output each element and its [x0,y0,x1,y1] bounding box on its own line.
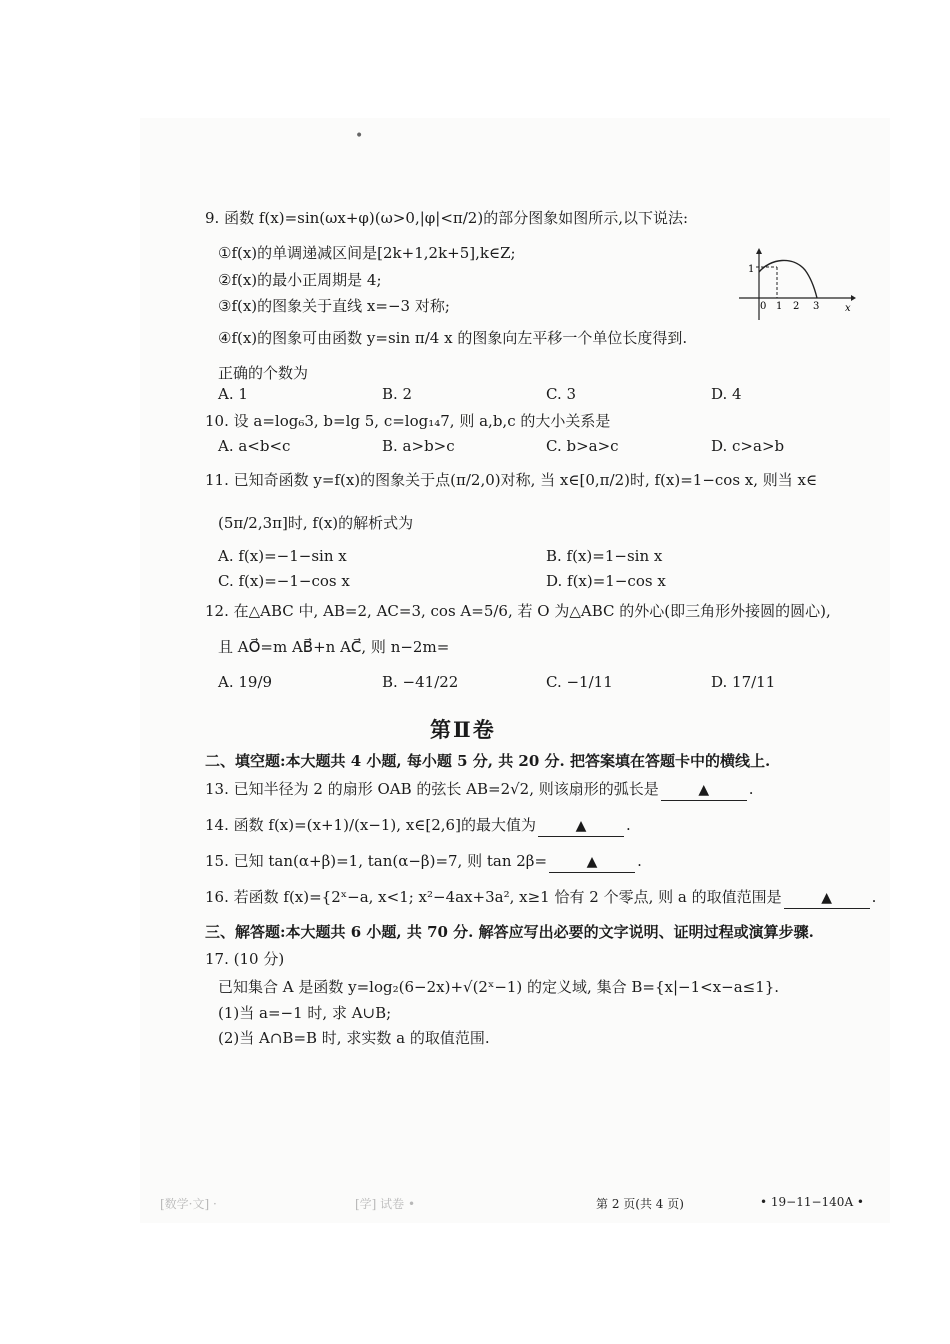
q12-option-c: C. −1/11 [546,673,613,691]
q12-stem-line1: 12. 在△ABC 中, AB=2, AC=3, cos A=5/6, 若 O 为△ABC 的外心(即三角形外接圆的圆心), [205,602,831,620]
q9-option-c: C. 3 [546,385,577,403]
q14-text: 14. 函数 f(x)=(x+1)/(x−1), x∈[2,6]的最大值为 [205,816,536,834]
q13-blank: ▲ [661,780,747,801]
q11-stem-line2: (5π/2,3π]时, f(x)的解析式为 [218,514,414,532]
graph-x-tick-3: 3 [813,301,820,312]
q12-option-b: B. −41/22 [382,673,459,691]
q16: 16. 若函数 f(x)={2ˣ−a, x<1; x²−4ax+3a², x≥1 恰有 2 个零点, 则 a 的取值范围是 ▲ . [205,887,876,909]
q11-option-c: C. f(x)=−1−cos x [218,572,350,590]
graph-x-axis-label: x [845,303,851,314]
q15-blank: ▲ [549,852,635,873]
q11-stem-line1: 11. 已知奇函数 y=f(x)的图象关于点(π/2,0)对称, 当 x∈[0,π/2)时, f(x)=1−cos x, 则当 x∈ [205,471,818,489]
q10-option-a: A. a<b<c [218,437,291,455]
q10-option-d: D. c>a>b [711,437,785,455]
q11-option-b: B. f(x)=1−sin x [546,547,663,565]
q12-option-d: D. 17/11 [711,673,776,691]
q11-option-d: D. f(x)=1−cos x [546,572,666,590]
q10-stem: 10. 设 a=log₆3, b=lg 5, c=log₁₄7, 则 a,b,c 的大小关系是 [205,412,611,430]
solutions-header: 三、解答题:本大题共 6 小题, 共 70 分. 解答应写出必要的文字说明、证明过程或演算步骤. [205,923,814,941]
q9-statement-4: ④f(x)的图象可由函数 y=sin π/4 x 的图象向左平移一个单位长度得到. [218,329,688,347]
q9-statement-3: ③f(x)的图象关于直线 x=−3 对称; [218,297,450,315]
q9-option-a: A. 1 [218,385,248,403]
q11-option-a: A. f(x)=−1−sin x [218,547,347,565]
q14-blank: ▲ [538,816,624,837]
q12-stem-line2: 且 AO⃗=m AB⃗+n AC⃗, 则 n−2m= [218,638,450,656]
q16-blank: ▲ [784,888,870,909]
scan-dot: • [355,128,364,144]
q9-statement-2: ②f(x)的最小正周期是 4; [218,271,382,289]
q9-ask: 正确的个数为 [218,364,309,382]
graph-y-tick-1: 1 [748,264,755,275]
q9-option-d: D. 4 [711,385,742,403]
graph-x-tick-1: 1 [776,301,783,312]
q15: 15. 已知 tan(α+β)=1, tan(α−β)=7, 则 tan 2β= ▲ . [205,851,642,873]
q17-text: 已知集合 A 是函数 y=log₂(6−2x)+√(2ˣ−1) 的定义域, 集合 B={x|−1<x−a≤1}. [218,978,780,996]
q9-stem: 9. 函数 f(x)=sin(ωx+φ)(ω>0,|φ|<π/2)的部分图象如图所示,以下说法: [205,209,689,227]
section-title: 第Ⅱ卷 [430,717,496,742]
q9-statement-1: ①f(x)的单调递减区间是[2k+1,2k+5],k∈Z; [218,244,516,262]
q9-option-b: B. 2 [382,385,413,403]
q17-title: 17. (10 分) [205,950,285,968]
graph-x-tick-0: 0 [760,301,767,312]
q17-part1: (1)当 a=−1 时, 求 A∪B; [218,1004,392,1022]
q9-function-graph [731,248,856,323]
q16-text: 16. 若函数 f(x)={2ˣ−a, x<1; x²−4ax+3a², x≥1 恰有 2 个零点, 则 a 的取值范围是 [205,888,782,906]
q12-option-a: A. 19/9 [218,673,273,691]
q10-option-c: C. b>a>c [546,437,619,455]
footer-mid: [学] 试卷 • [355,1197,416,1211]
q17-part2: (2)当 A∩B=B 时, 求实数 a 的取值范围. [218,1029,490,1047]
graph-x-tick-2: 2 [793,301,800,312]
q10-option-b: B. a>b>c [382,437,455,455]
footer-left: [数学·文] · [160,1197,217,1211]
footer-code: • 19−11−140A • [760,1195,865,1209]
q13-text: 13. 已知半径为 2 的扇形 OAB 的弦长 AB=2√2, 则该扇形的弧长是 [205,780,659,798]
q13: 13. 已知半径为 2 的扇形 OAB 的弦长 AB=2√2, 则该扇形的弧长是 ▲ . [205,779,754,801]
q14: 14. 函数 f(x)=(x+1)/(x−1), x∈[2,6]的最大值为 ▲ . [205,815,631,837]
fill-in-header: 二、填空题:本大题共 4 小题, 每小题 5 分, 共 20 分. 把答案填在答题卡中的横线上. [205,752,771,770]
q15-text: 15. 已知 tan(α+β)=1, tan(α−β)=7, 则 tan 2β= [205,852,548,870]
footer-page-number: 第 2 页(共 4 页) [596,1197,684,1211]
